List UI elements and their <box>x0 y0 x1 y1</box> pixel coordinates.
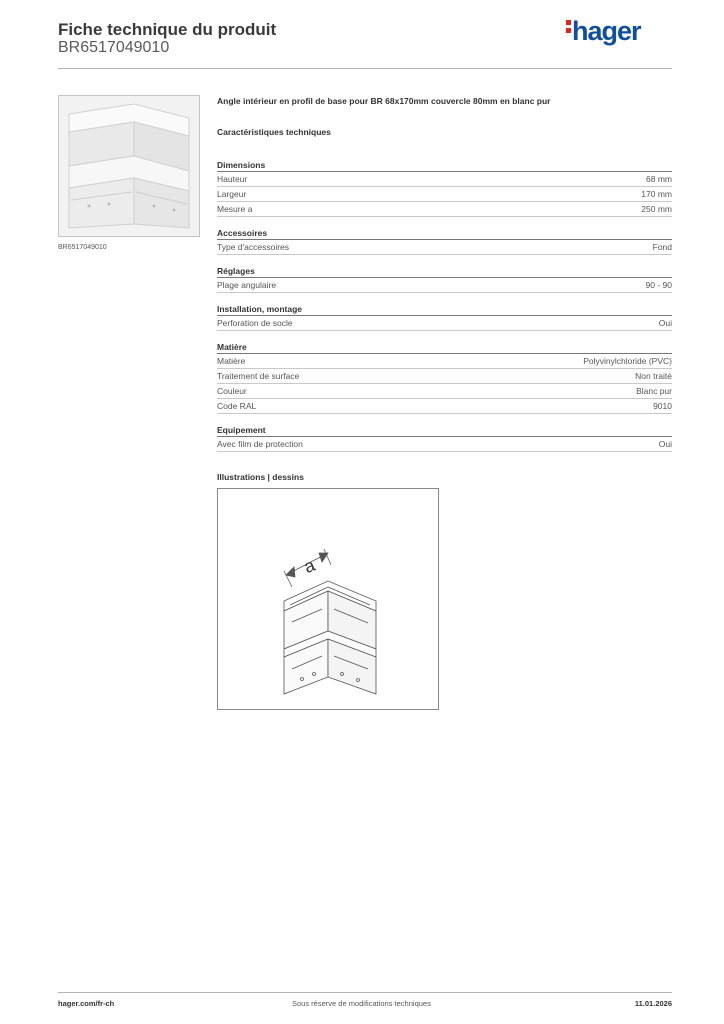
spec-value: 170 mm <box>641 189 672 199</box>
spec-row <box>217 354 672 369</box>
spec-value: 90 - 90 <box>645 280 672 290</box>
page-title: Fiche technique du produit <box>58 20 277 39</box>
spec-label: Largeur <box>217 189 247 199</box>
section-title: Dimensions <box>217 159 672 172</box>
illustrations-heading: Illustrations | dessins <box>217 472 304 482</box>
spec-label: Matière <box>217 356 246 366</box>
spec-label: Code RAL <box>217 401 257 411</box>
spec-content <box>217 96 672 482</box>
header-divider <box>58 68 672 69</box>
spec-row <box>217 278 672 293</box>
spec-row <box>217 316 672 331</box>
product-description: Angle intérieur en profil de base pour BR 68x170mm couvercle 80mm en blanc pur <box>217 96 551 106</box>
product-reference: BR6517049010 <box>58 39 170 56</box>
technical-drawing <box>217 488 439 710</box>
footer-notice: Sous réserve de modifications techniques <box>292 999 431 1008</box>
spec-value: Fond <box>652 242 672 252</box>
footer-website[interactable]: hager.com/fr-ch <box>58 999 115 1008</box>
spec-label: Mesure a <box>217 204 253 214</box>
spec-row <box>217 399 672 414</box>
hager-logo: hager <box>566 16 641 47</box>
spec-sections <box>217 159 672 452</box>
spec-value: Polyvinylchloride (PVC) <box>583 356 672 366</box>
spec-row <box>217 437 672 452</box>
spec-row <box>217 202 672 217</box>
spec-row <box>217 369 672 384</box>
spec-row <box>217 384 672 399</box>
logo-colon-icon <box>566 17 571 36</box>
spec-label: Couleur <box>217 386 247 396</box>
spec-label: Perforation de socle <box>217 318 293 328</box>
section-title: Installation, montage <box>217 303 672 316</box>
spec-row <box>217 172 672 187</box>
spec-label: Traitement de surface <box>217 371 300 381</box>
spec-label: Plage angulaire <box>217 280 277 290</box>
spec-label: Type d'accessoires <box>217 242 290 252</box>
specs-heading: Caractéristiques techniques <box>217 127 331 137</box>
spec-value: Blanc pur <box>636 386 672 396</box>
spec-value: 250 mm <box>641 204 672 214</box>
photo-caption: BR6517049010 <box>58 244 107 251</box>
spec-row <box>217 240 672 255</box>
spec-value: 9010 <box>653 401 672 411</box>
spec-label: Avec film de protection <box>217 439 303 449</box>
spec-value: 68 mm <box>646 174 672 184</box>
spec-value: Non traité <box>635 371 672 381</box>
footer-divider <box>58 992 672 993</box>
section-title: Matière <box>217 341 672 354</box>
product-photo <box>58 95 200 237</box>
spec-row <box>217 187 672 202</box>
section-title: Réglages <box>217 265 672 278</box>
section-title: Equipement <box>217 424 672 437</box>
spec-value: Oui <box>658 439 672 449</box>
footer-date: 11.01.2026 <box>634 999 672 1008</box>
section-title: Accessoires <box>217 227 672 240</box>
spec-label: Hauteur <box>217 174 248 184</box>
dimension-label: a <box>301 554 318 578</box>
spec-value: Oui <box>658 318 672 328</box>
